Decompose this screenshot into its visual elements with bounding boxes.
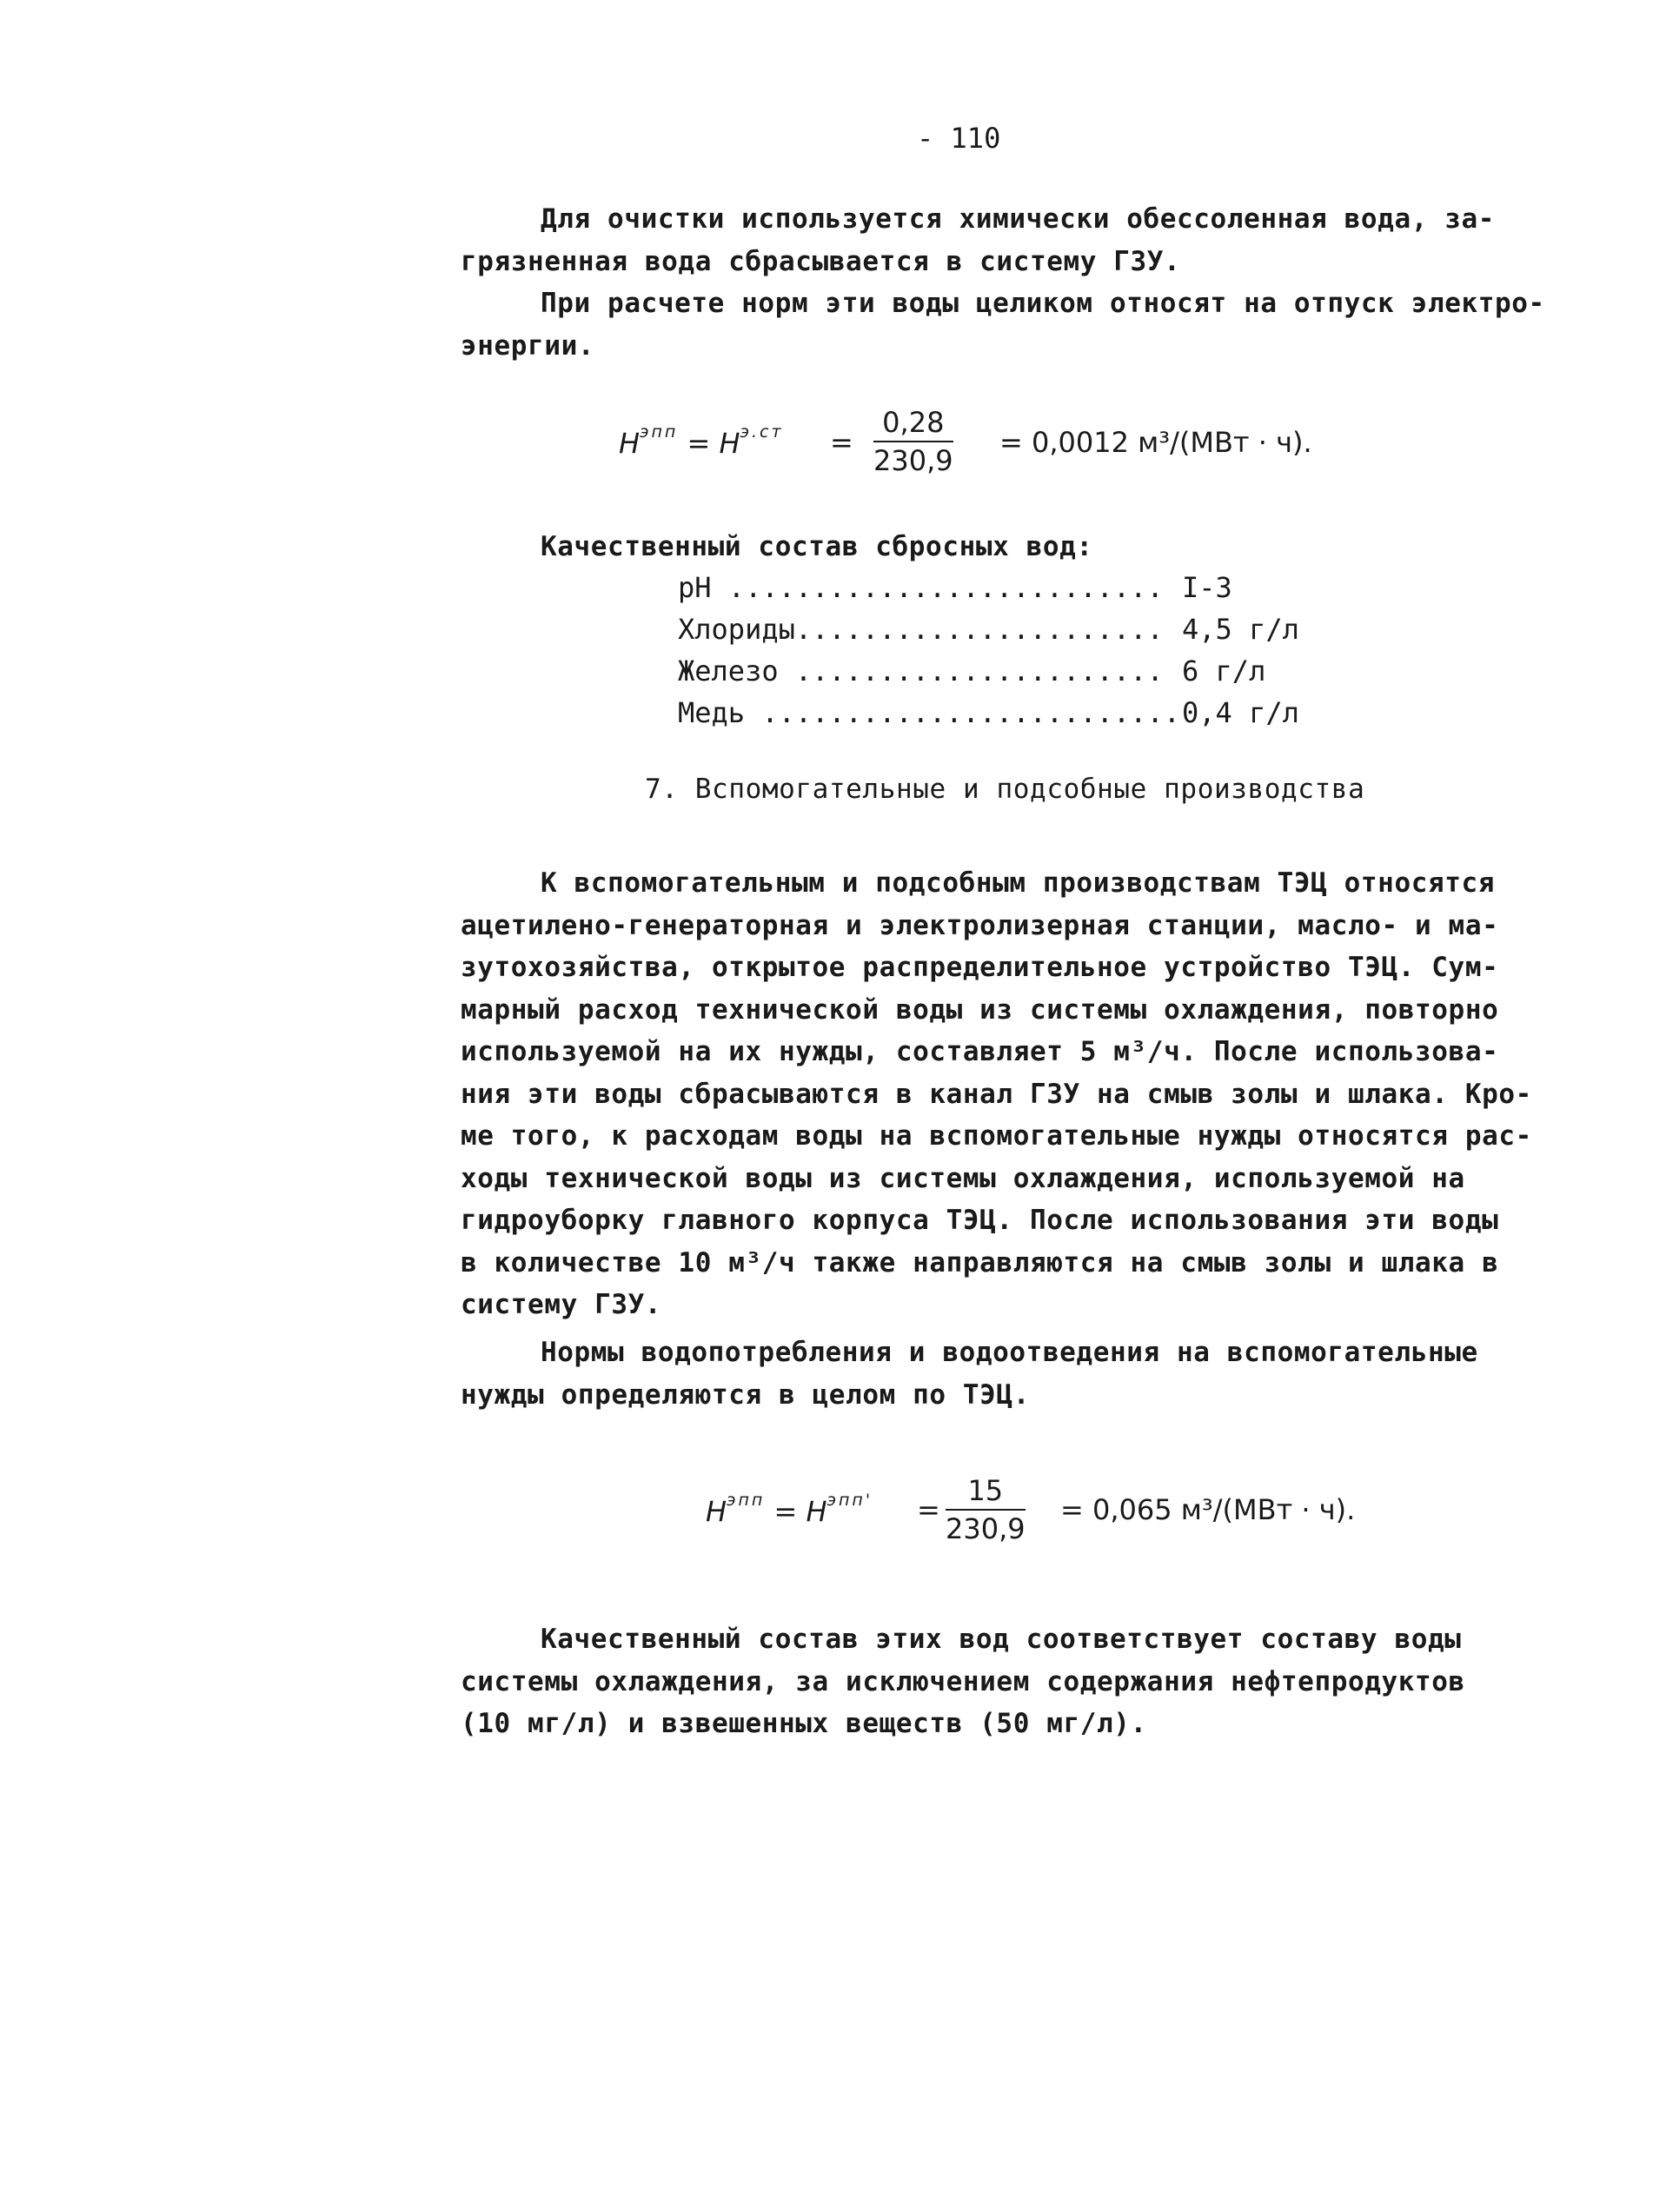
quality-name: Медь [678,696,746,729]
paragraph-3-line-2: ацетилено-генераторная и электролизерная станции, масло- и ма- [461,909,1499,941]
paragraph-3-line-9: гидроуборку главного корпуса ТЭЦ. После использования эти воды [461,1205,1499,1236]
paragraph-1 [461,198,1530,282]
quality-row-chlorides [678,608,1299,650]
paragraph-4-line-1: Нормы водопотребления и водоотведения на вспомогательные [541,1337,1478,1368]
formula-1-numerator: 0,28 [873,406,953,442]
paragraph-3-line-6: ния эти воды сбрасываются в канал ГЗУ на смыв золы и шлака. Кро- [461,1078,1532,1110]
quality-leader-dots: ......................... [745,696,1180,729]
formula-2-symbol-b: H [806,1495,827,1528]
section-heading: 7. Вспомогательные и подсобные производства [645,774,1365,805]
formula-1-superscript-a: эпп [640,422,679,442]
formula-1-equals-1: = [687,427,711,460]
paragraph-5-line-2: системы охлаждения, за исключением содержания нефтепродуктов [461,1665,1465,1697]
formula-2-superscript-b: эпп' [826,1491,873,1510]
paragraph-3-line-11: систему ГЗУ. [461,1289,662,1320]
quality-value: 6 г/л [1182,654,1266,688]
paragraph-5-line-3: (10 мг/л) и взвешенных веществ (50 мг/л). [461,1708,1147,1739]
paragraph-3-line-5: используемой на их нужды, составляет 5 м³/ч. После использова- [461,1036,1499,1067]
paragraph-3-line-3: зутохозяйства, открытое распределительное устройство ТЭЦ. Сум- [461,952,1499,983]
formula-1-result: = 0,0012 м³/(МВт · ч). [999,426,1312,459]
formula-2-fraction [946,1474,1026,1545]
paragraph-3-line-1: К вспомогательным и подсобным производствам ТЭЦ относятся [541,867,1496,899]
formula-2-superscript-a: эпп [727,1491,766,1510]
quality-title: Качественный состав сбросных вод: [541,531,1093,562]
paragraph-1-line-2: грязненная вода сбрасывается в систему ГЗУ. [461,245,1181,277]
paragraph-2-line-1: При расчете норм эти воды целиком относят на отпуск электро- [541,288,1545,319]
paragraph-3-line-4: марный расход технической воды из системы охлаждения, повторно [461,993,1499,1026]
formula-2-numerator: 15 [946,1474,1026,1511]
formula-2-equals-1: = [773,1495,798,1528]
paragraph-3-line-10: в количестве 10 м³/ч также направляются на смыв золы и шлака в [461,1246,1499,1279]
quality-name: Хлориды [678,613,795,646]
formula-1-denominator: 230,9 [873,444,953,477]
formula-1-symbol-a: H [619,427,641,460]
quality-value: I-3 [1182,571,1232,604]
paragraph-2-line-2: энергии. [461,329,595,362]
formula-1-lhs [619,422,784,460]
formula-2-result: = 0,065 м³/(МВт · ч). [1060,1493,1356,1526]
formula-2-symbol-a: H [706,1495,727,1528]
quality-leader-dots: ...................... [778,654,1164,688]
quality-leader-dots: .......................... [711,571,1164,604]
formula-2-equals-2: = [917,1493,940,1526]
formula-1-equals-2: = [830,426,853,459]
paragraph-5 [461,1618,1530,1745]
quality-leader-dots: ...................... [794,613,1164,646]
page-number: - 110 [917,122,1001,155]
quality-name: Железо [678,654,779,688]
paragraph-4 [461,1332,1530,1416]
quality-value: 0,4 г/л [1182,696,1299,729]
quality-value: 4,5 г/л [1182,613,1299,646]
quality-row-ph [678,567,1232,608]
paragraph-1-line-1: Для очистки используется химически обессоленная вода, за- [541,203,1496,235]
paragraph-3 [461,862,1530,1326]
paragraph-4-line-2: нужды определяются в целом по ТЭЦ. [461,1378,1030,1411]
paragraph-5-line-1: Качественный состав этих вод соответствует составу воды [541,1624,1462,1655]
paragraph-2 [461,282,1545,367]
quality-row-iron [678,650,1266,692]
formula-1-superscript-b: э.ст [740,422,784,442]
formula-2-lhs [706,1491,873,1528]
quality-row-copper [678,692,1299,734]
formula-2-denominator: 230,9 [946,1512,1026,1545]
quality-name: pH [678,571,712,604]
formula-1-fraction [873,406,953,477]
paragraph-3-line-8: ходы технической воды из системы охлаждения, используемой на [461,1162,1465,1194]
paragraph-3-line-7: ме того, к расходам воды на вспомогательные нужды относятся рас- [461,1120,1532,1152]
formula-1-symbol-b: H [719,427,740,460]
